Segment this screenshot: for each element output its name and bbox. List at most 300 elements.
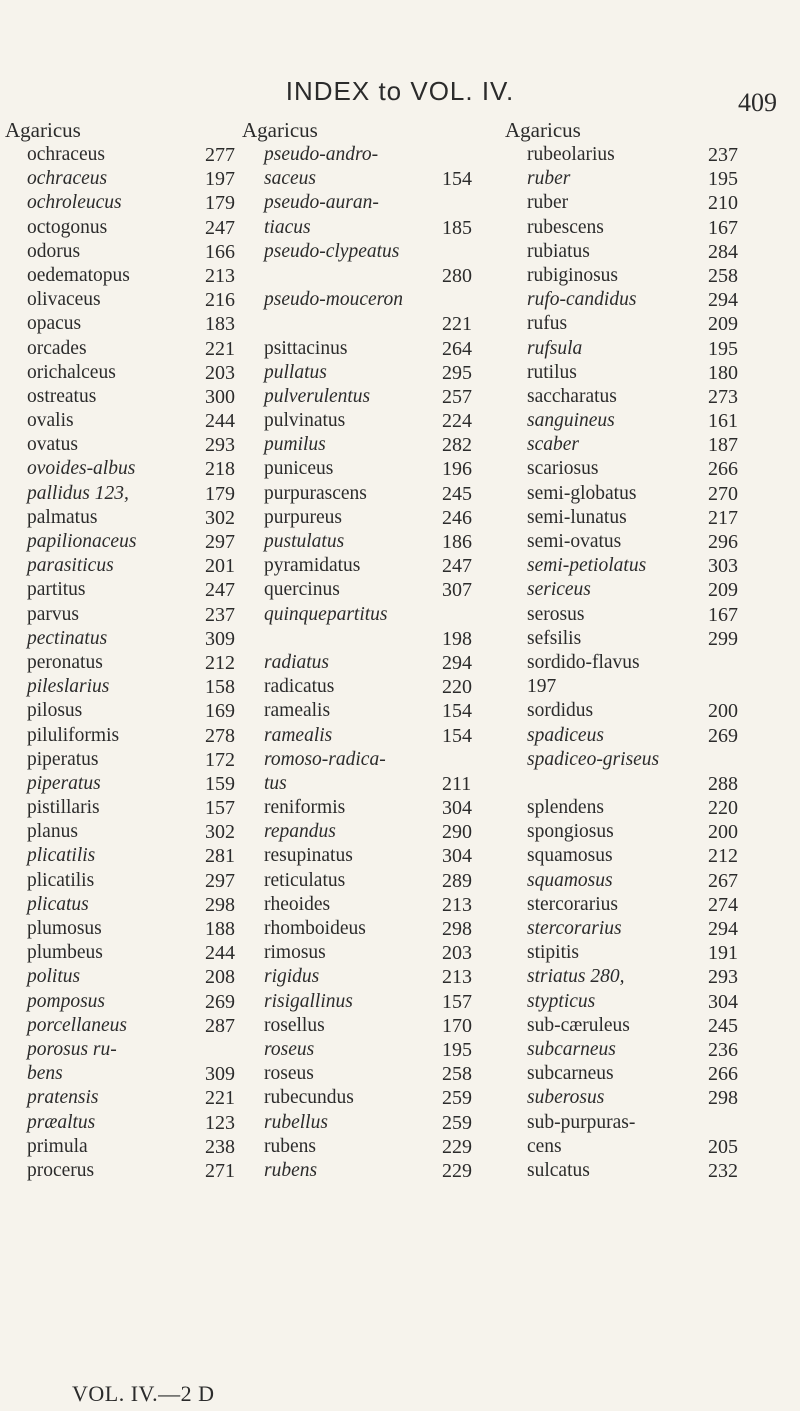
- index-entry: [5, 482, 259, 506]
- index-entry: [505, 1062, 780, 1086]
- entry-term: opacus: [27, 313, 82, 335]
- entry-term: purpureus: [264, 506, 342, 528]
- index-entry: [242, 143, 518, 167]
- index-entry: [242, 869, 518, 893]
- entry-term: purpurascens: [264, 482, 367, 504]
- entry-page: 205: [708, 1135, 738, 1158]
- entry-page: 238: [205, 1135, 235, 1158]
- entry-page: 273: [708, 385, 738, 408]
- entry-page: 191: [708, 942, 738, 965]
- entry-term: partitus: [27, 579, 86, 601]
- entry-term: ruber: [527, 168, 571, 190]
- index-column-1: [5, 118, 259, 1183]
- entry-page: 180: [708, 361, 738, 384]
- entry-term: serosus: [527, 603, 585, 625]
- entry-term: stercorarius: [527, 893, 618, 915]
- entry-term: sericeus: [527, 579, 591, 601]
- index-entry: [5, 216, 259, 240]
- entry-page: 179: [205, 192, 235, 215]
- index-entry: [242, 337, 518, 361]
- entry-page: 309: [205, 627, 235, 650]
- entry-term: rigidus: [264, 966, 320, 988]
- index-entry: [505, 530, 780, 554]
- entry-page: 307: [442, 579, 472, 602]
- entry-page: 290: [442, 821, 472, 844]
- index-entry: [5, 1014, 259, 1038]
- index-entry: [5, 167, 259, 191]
- index-entry: [242, 240, 518, 264]
- index-entry: [5, 627, 259, 651]
- entry-term: præaltus: [27, 1111, 96, 1133]
- entry-page: 245: [708, 1014, 738, 1037]
- entry-term: pileslarius: [27, 676, 110, 698]
- index-entry: [5, 869, 259, 893]
- entry-page: 259: [442, 1087, 472, 1110]
- entry-term: rufus: [527, 313, 568, 335]
- entry-term: sordido-flavus: [527, 651, 640, 673]
- index-entry: [5, 917, 259, 941]
- index-entry: [505, 433, 780, 457]
- entry-page: 259: [442, 1111, 472, 1134]
- entry-term: suberosus: [527, 1087, 605, 1109]
- entry-term: quinquepartitus: [264, 603, 388, 625]
- entry-page: 169: [205, 700, 235, 723]
- entry-term: 197: [527, 676, 557, 698]
- entry-page: 304: [442, 845, 472, 868]
- entry-page: 195: [442, 1038, 472, 1061]
- entry-page: 277: [205, 144, 235, 166]
- entry-term: politus: [27, 966, 81, 988]
- entry-term: ruber: [527, 192, 569, 214]
- entry-page: 294: [708, 289, 738, 312]
- entry-page: 154: [442, 168, 472, 191]
- index-entry: [242, 1111, 518, 1135]
- entry-term: rubeolarius: [527, 144, 615, 165]
- entry-term: porcellaneus: [27, 1014, 128, 1036]
- entry-term: semi-lunatus: [527, 506, 627, 528]
- index-entry: [505, 1159, 780, 1183]
- index-entry: [242, 1038, 518, 1062]
- index-entry: [242, 506, 518, 530]
- index-entry: [5, 1038, 259, 1062]
- entry-page: 299: [708, 627, 738, 650]
- entry-term: risigallinus: [264, 990, 353, 1012]
- entry-term: roseus: [264, 1063, 314, 1085]
- index-entry: [242, 699, 518, 723]
- entry-page: 167: [708, 216, 738, 239]
- index-entry: [5, 893, 259, 917]
- entry-term: cens: [527, 1135, 562, 1157]
- entry-page: 236: [708, 1038, 738, 1061]
- entry-term: rubecundus: [264, 1087, 354, 1109]
- entry-term: piluliformis: [27, 724, 120, 746]
- entry-term: tus: [264, 772, 287, 794]
- entry-term: ovatus: [27, 434, 78, 456]
- entry-term: spadiceus: [527, 724, 604, 746]
- index-entry: [242, 724, 518, 748]
- entry-term: piperatus: [27, 772, 101, 794]
- entry-term: procerus: [27, 1159, 95, 1181]
- index-entry: [505, 941, 780, 965]
- entry-page: 245: [442, 482, 472, 505]
- entry-term: ramealis: [264, 724, 333, 746]
- entry-term: saceus: [264, 168, 316, 190]
- entry-term: oedematopus: [27, 264, 130, 286]
- entry-page: 161: [708, 410, 738, 433]
- entry-page: 185: [442, 216, 472, 239]
- entry-term: roseus: [264, 1038, 315, 1060]
- index-entry: [505, 1086, 780, 1110]
- entry-term: rubens: [264, 1159, 318, 1181]
- entry-page: 284: [708, 240, 738, 263]
- entry-term: orcades: [27, 337, 87, 359]
- index-entry: [505, 216, 780, 240]
- entry-term: reniformis: [264, 797, 346, 819]
- entry-term: spadiceo-griseus: [527, 748, 660, 770]
- entry-term: quercinus: [264, 579, 340, 601]
- entry-page: 159: [205, 772, 235, 795]
- entry-term: romoso-radica-: [264, 748, 386, 770]
- index-entry: [242, 941, 518, 965]
- index-entry: [242, 216, 518, 240]
- entry-term: rutilus: [527, 361, 577, 383]
- index-entry: [505, 482, 780, 506]
- index-entry: [5, 264, 259, 288]
- index-entry: [242, 361, 518, 385]
- index-entry: [242, 748, 518, 772]
- entry-page: 237: [708, 144, 738, 166]
- index-entry: [5, 1111, 259, 1135]
- entry-page: 246: [442, 506, 472, 529]
- entry-page: 213: [205, 264, 235, 287]
- entry-term: stypticus: [527, 990, 596, 1012]
- index-entry: [5, 796, 259, 820]
- entry-page: 271: [205, 1159, 235, 1182]
- entry-page: 212: [708, 845, 738, 868]
- entry-term: parvus: [27, 603, 79, 625]
- index-entry: [242, 530, 518, 554]
- index-entry: [505, 506, 780, 530]
- entry-term: rubescens: [527, 216, 604, 238]
- entry-page: 288: [708, 772, 738, 795]
- index-entry: [5, 240, 259, 264]
- index-entry: [5, 675, 259, 699]
- entry-term: sefsilis: [527, 627, 582, 649]
- entry-term: rheoides: [264, 893, 331, 915]
- index-entry: [5, 748, 259, 772]
- index-entry: [242, 772, 518, 796]
- entry-term: peronatus: [27, 651, 103, 673]
- entry-term: parasiticus: [27, 555, 114, 577]
- index-entry: [242, 578, 518, 602]
- index-entry: [5, 288, 259, 312]
- index-entry: [242, 167, 518, 191]
- entry-term: octogonus: [27, 216, 108, 238]
- index-entry: [505, 772, 780, 796]
- index-entry: [242, 1014, 518, 1038]
- index-entry: [505, 1038, 780, 1062]
- entry-term: ovoides-albus: [27, 458, 136, 480]
- entry-page: 188: [205, 918, 235, 940]
- index-entry: [242, 457, 518, 481]
- entry-page: 294: [708, 918, 738, 940]
- index-entry: [5, 603, 259, 627]
- index-entry: [242, 1086, 518, 1110]
- entry-page: 213: [442, 966, 472, 989]
- index-entry: [505, 724, 780, 748]
- entry-term: porosus ru-: [27, 1038, 117, 1060]
- entry-term: ochraceus: [27, 168, 108, 190]
- index-entry: [5, 385, 259, 409]
- index-entry: [242, 796, 518, 820]
- index-entry: [242, 965, 518, 989]
- entry-term: scariosus: [527, 458, 599, 480]
- entry-page: 295: [442, 361, 472, 384]
- entry-page: 158: [205, 676, 235, 699]
- entry-page: 296: [708, 531, 738, 553]
- entry-page: 221: [205, 337, 235, 360]
- entry-page: 289: [442, 869, 472, 892]
- entry-term: subcarneus: [527, 1038, 616, 1060]
- index-entry: [5, 457, 259, 481]
- index-entry: [505, 1111, 780, 1135]
- index-entry: [505, 917, 780, 941]
- entry-page: 200: [708, 821, 738, 844]
- entry-term: pseudo-andro-: [264, 144, 379, 165]
- index-entry: [242, 482, 518, 506]
- entry-term: odorus: [27, 240, 81, 262]
- entry-term: reticulatus: [264, 869, 346, 891]
- entry-term: pulverulentus: [264, 385, 371, 407]
- entry-term: squamosus: [527, 845, 613, 867]
- entry-page: 266: [708, 1063, 738, 1086]
- entry-term: pectinatus: [27, 627, 108, 649]
- entry-page: 298: [205, 893, 235, 916]
- entry-page: 212: [205, 651, 235, 674]
- entry-term: radiatus: [264, 651, 330, 673]
- entry-page: 244: [205, 942, 235, 965]
- entry-term: plicatilis: [27, 845, 96, 867]
- entry-page: 237: [205, 603, 235, 626]
- entry-page: 274: [708, 893, 738, 916]
- index-entry: [505, 578, 780, 602]
- entry-term: resupinatus: [264, 845, 353, 867]
- entry-page: 197: [205, 168, 235, 191]
- index-entry: [5, 699, 259, 723]
- entry-term: pistillaris: [27, 797, 100, 819]
- index-entry: [242, 675, 518, 699]
- entry-page: 195: [708, 168, 738, 191]
- entry-term: olivaceus: [27, 289, 101, 311]
- entry-term: pullatus: [264, 361, 327, 383]
- index-entry: [5, 409, 259, 433]
- entry-term: pilosus: [27, 700, 83, 722]
- index-entry: [242, 603, 518, 627]
- entry-page: 172: [205, 748, 235, 771]
- entry-term: pyramidatus: [264, 555, 361, 577]
- entry-page: 187: [708, 434, 738, 457]
- entry-page: 200: [708, 700, 738, 723]
- index-entry: [5, 361, 259, 385]
- entry-page: 154: [442, 700, 472, 723]
- index-entry: [5, 965, 259, 989]
- entry-term: bens: [27, 1063, 63, 1085]
- entry-term: ochroleucus: [27, 192, 122, 214]
- entry-page: 157: [205, 797, 235, 820]
- entry-term: rubiatus: [527, 240, 590, 262]
- entry-page: 267: [708, 869, 738, 892]
- index-entry: [505, 675, 780, 699]
- entry-page: 229: [442, 1159, 472, 1182]
- entry-page: 300: [205, 385, 235, 408]
- entry-page: 203: [442, 942, 472, 965]
- entry-page: 293: [205, 434, 235, 457]
- entry-page: 304: [708, 990, 738, 1013]
- index-entry: [242, 627, 518, 651]
- entry-page: 157: [442, 990, 472, 1013]
- entry-page: 166: [205, 240, 235, 263]
- entry-term: splendens: [527, 797, 604, 819]
- entry-page: 221: [442, 313, 472, 336]
- entry-term: psittacinus: [264, 337, 348, 359]
- index-column-3: [505, 118, 780, 1183]
- entry-page: 257: [442, 385, 472, 408]
- index-entry: [505, 457, 780, 481]
- index-entry: [242, 554, 518, 578]
- entry-term: plicatilis: [27, 869, 95, 891]
- entry-page: 247: [442, 555, 472, 578]
- entry-term: rubens: [264, 1135, 316, 1157]
- entry-term: plumbeus: [27, 942, 103, 964]
- entry-term: pratensis: [27, 1087, 99, 1109]
- entry-page: 297: [205, 869, 235, 892]
- entry-page: 211: [442, 772, 472, 795]
- entry-page: 170: [442, 1014, 472, 1037]
- entry-page: 282: [442, 434, 472, 457]
- entry-term: pseudo-auran-: [264, 192, 379, 214]
- index-entry: [5, 143, 259, 167]
- index-entry: [505, 312, 780, 336]
- entry-page: 278: [205, 724, 235, 747]
- index-entry: [505, 1014, 780, 1038]
- entry-page: 304: [442, 797, 472, 820]
- index-entry: [505, 409, 780, 433]
- entry-term: tiacus: [264, 216, 311, 238]
- index-entry: [505, 990, 780, 1014]
- entry-term: pallidus 123,: [27, 482, 129, 504]
- index-entry: [505, 337, 780, 361]
- index-entry: [5, 337, 259, 361]
- entry-term: sordidus: [527, 700, 594, 722]
- index-entry: [5, 844, 259, 868]
- index-entry: [242, 651, 518, 675]
- entry-term: rubiginosus: [527, 264, 619, 286]
- index-entry: [505, 748, 780, 772]
- entry-term: rufo-candidus: [527, 289, 637, 311]
- entry-page: 258: [708, 264, 738, 287]
- index-entry: [242, 409, 518, 433]
- entry-page: 213: [442, 893, 472, 916]
- entry-page: 302: [205, 506, 235, 529]
- index-entry: [505, 869, 780, 893]
- entry-page: 287: [205, 1014, 235, 1037]
- index-entry: [5, 1062, 259, 1086]
- entry-term: rosellus: [264, 1014, 325, 1036]
- entry-term: repandus: [264, 821, 336, 843]
- index-entry: [5, 506, 259, 530]
- entry-term: papilionaceus: [27, 531, 137, 552]
- entry-term: plumosus: [27, 918, 102, 939]
- index-entry: [5, 772, 259, 796]
- entry-term: ochraceus: [27, 144, 105, 165]
- index-entry: [505, 554, 780, 578]
- entry-term: puniceus: [264, 458, 334, 480]
- index-entry: [505, 844, 780, 868]
- entry-page: 297: [205, 531, 235, 553]
- entry-term: pumilus: [264, 434, 326, 456]
- entry-page: 209: [708, 579, 738, 602]
- entry-page: 270: [708, 482, 738, 505]
- index-entry: [242, 1062, 518, 1086]
- entry-term: sub-purpuras-: [527, 1111, 636, 1133]
- entry-page: 309: [205, 1063, 235, 1086]
- entry-term: ostreatus: [27, 385, 97, 407]
- entry-page: 167: [708, 603, 738, 626]
- column-heading: Agaricus: [505, 118, 581, 142]
- entry-page: 203: [205, 361, 235, 384]
- entry-term: rubellus: [264, 1111, 328, 1133]
- entry-term: striatus 280,: [527, 966, 625, 988]
- entry-term: orichalceus: [27, 361, 116, 383]
- index-entry: [242, 288, 518, 312]
- index-column-2: [242, 118, 518, 1183]
- entry-term: palmatus: [27, 506, 98, 528]
- entry-page: 179: [205, 482, 235, 505]
- entry-term: subcarneus: [527, 1063, 614, 1085]
- entry-term: piperatus: [27, 748, 99, 770]
- entry-term: stipitis: [527, 942, 580, 964]
- index-entry: [505, 361, 780, 385]
- entry-term: squamosus: [527, 869, 613, 891]
- entry-term: saccharatus: [527, 385, 617, 407]
- index-entry: [505, 651, 780, 675]
- entry-term: semi-globatus: [527, 482, 637, 504]
- entry-term: semi-ovatus: [527, 531, 622, 552]
- entry-term: stercorarius: [527, 918, 622, 939]
- entry-page: 244: [205, 410, 235, 433]
- entry-page: 154: [442, 724, 472, 747]
- index-entry: [5, 554, 259, 578]
- entry-page: 123: [205, 1111, 235, 1134]
- index-entry: [242, 385, 518, 409]
- entry-page: 229: [442, 1135, 472, 1158]
- entry-term: pomposus: [27, 990, 106, 1012]
- index-entry: [505, 796, 780, 820]
- entry-page: 269: [708, 724, 738, 747]
- entry-page: 216: [205, 289, 235, 312]
- index-entry: [505, 627, 780, 651]
- entry-page: 195: [708, 337, 738, 360]
- entry-page: 269: [205, 990, 235, 1013]
- entry-page: 258: [442, 1063, 472, 1086]
- entry-page: 210: [708, 192, 738, 215]
- index-entry: [242, 990, 518, 1014]
- index-entry: [242, 191, 518, 215]
- index-entry: [505, 264, 780, 288]
- entry-page: 298: [708, 1087, 738, 1110]
- entry-term: rimosus: [264, 942, 326, 964]
- index-entry: [242, 844, 518, 868]
